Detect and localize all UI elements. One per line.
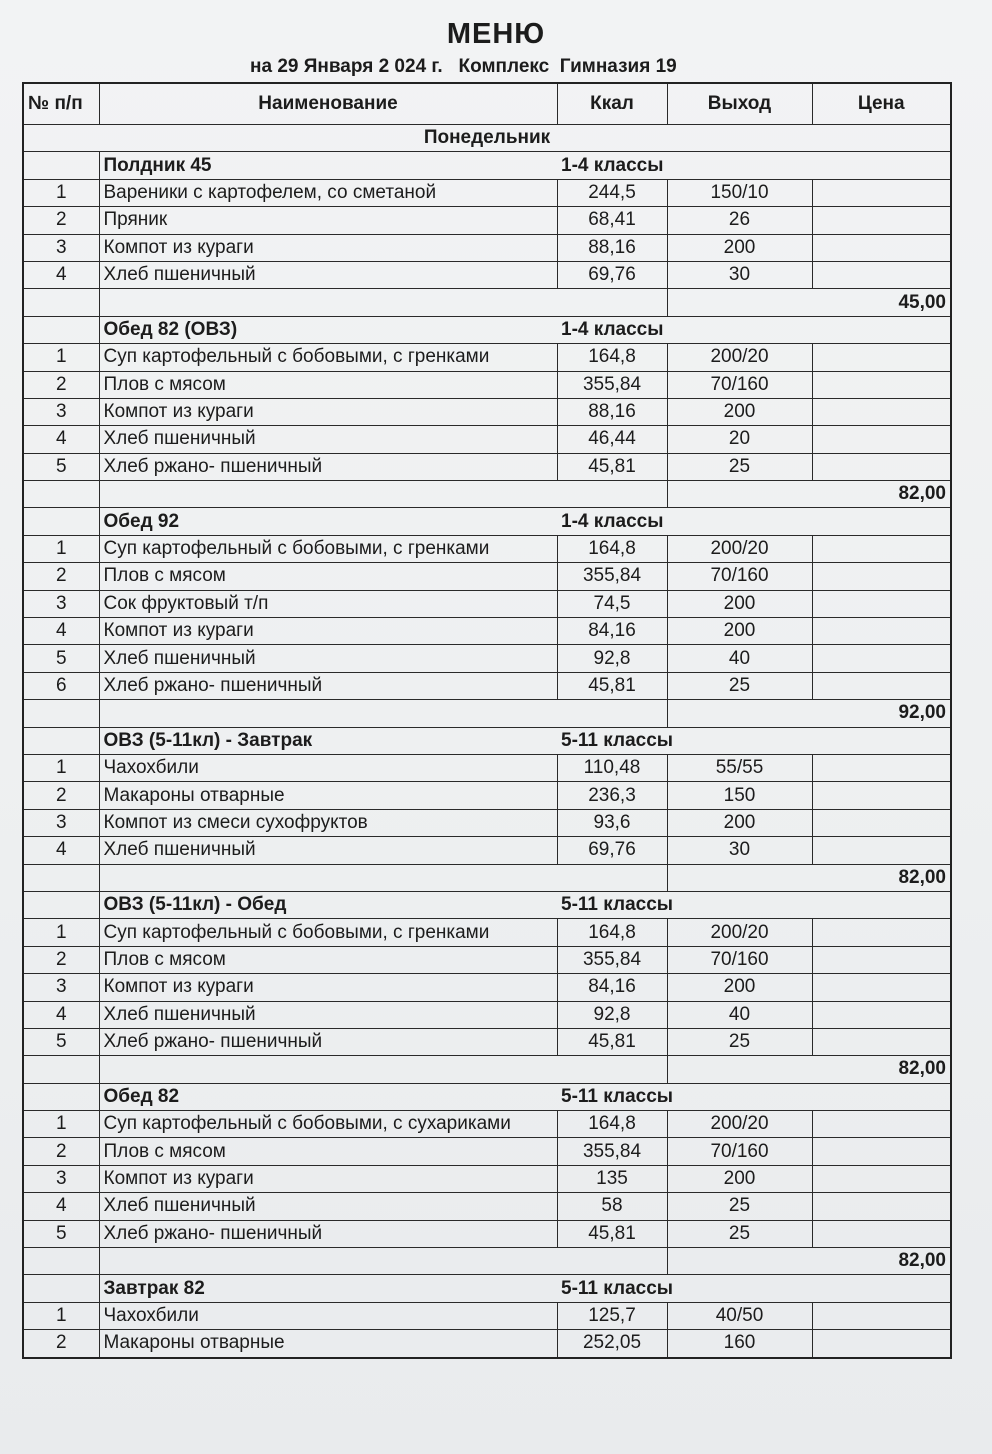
- column-header-num: № п/п: [23, 83, 99, 125]
- item-price: [812, 1111, 951, 1138]
- section-name: ОВЗ (5-11кл) - Завтрак: [99, 727, 557, 754]
- item-name: Хлеб пшеничный: [99, 1001, 557, 1028]
- item-output: 200: [667, 974, 812, 1001]
- item-price: [812, 1220, 951, 1247]
- item-number: 4: [23, 261, 99, 288]
- section-header-row: [23, 152, 951, 179]
- item-number: 1: [23, 344, 99, 371]
- total-kcal-empty: [557, 1056, 667, 1083]
- item-kcal: 135: [557, 1165, 667, 1192]
- section-header-row: [23, 1083, 951, 1110]
- total-kcal-empty: [557, 700, 667, 727]
- total-num-empty: [23, 289, 99, 316]
- total-kcal-empty: [557, 864, 667, 891]
- item-name: Хлеб пшеничный: [99, 426, 557, 453]
- section-price-empty: [812, 727, 951, 754]
- table-row: [23, 426, 951, 453]
- item-kcal: 92,8: [557, 1001, 667, 1028]
- total-name-empty: [99, 1056, 557, 1083]
- item-output: 25: [667, 672, 812, 699]
- section-header-row: [23, 1275, 951, 1302]
- table-row: [23, 645, 951, 672]
- section-name: Обед 82 (ОВЗ): [99, 316, 557, 343]
- table-row: [23, 261, 951, 288]
- item-name: Плов с мясом: [99, 1138, 557, 1165]
- item-number: 5: [23, 1220, 99, 1247]
- section-price-empty: [812, 1275, 951, 1302]
- item-kcal: 164,8: [557, 1111, 667, 1138]
- section-num-empty: [23, 727, 99, 754]
- item-output: 70/160: [667, 371, 812, 398]
- item-kcal: 45,81: [557, 1220, 667, 1247]
- section-num-empty: [23, 152, 99, 179]
- table-row: [23, 754, 951, 781]
- section-name: Обед 82: [99, 1083, 557, 1110]
- section-total-price: 82,00: [667, 1248, 951, 1275]
- item-price: [812, 261, 951, 288]
- item-kcal: 69,76: [557, 261, 667, 288]
- item-name: Суп картофельный с бобовыми, с гренками: [99, 919, 557, 946]
- item-number: 1: [23, 754, 99, 781]
- item-name: Хлеб пшеничный: [99, 645, 557, 672]
- table-row: [23, 179, 951, 206]
- item-number: 3: [23, 590, 99, 617]
- total-num-empty: [23, 1056, 99, 1083]
- item-kcal: 46,44: [557, 426, 667, 453]
- table-row: [23, 672, 951, 699]
- table-row: [23, 946, 951, 973]
- item-number: 2: [23, 371, 99, 398]
- item-kcal: 355,84: [557, 563, 667, 590]
- item-output: 20: [667, 426, 812, 453]
- item-price: [812, 919, 951, 946]
- section-header-row: [23, 727, 951, 754]
- table-row: [23, 782, 951, 809]
- section-name: Полдник 45: [99, 152, 557, 179]
- total-num-empty: [23, 700, 99, 727]
- item-number: 1: [23, 179, 99, 206]
- total-kcal-empty: [557, 481, 667, 508]
- section-header-row: [23, 316, 951, 343]
- menu-table: [22, 82, 952, 1359]
- section-price-empty: [812, 1083, 951, 1110]
- total-name-empty: [99, 1248, 557, 1275]
- menu-table-body: [23, 125, 951, 1358]
- item-output: 70/160: [667, 1138, 812, 1165]
- day-row: [23, 125, 951, 152]
- table-row: [23, 207, 951, 234]
- item-output: 26: [667, 207, 812, 234]
- section-name: Обед 92: [99, 508, 557, 535]
- section-total-row: [23, 1056, 951, 1083]
- item-kcal: 164,8: [557, 535, 667, 562]
- item-price: [812, 1028, 951, 1055]
- item-output: 200/20: [667, 919, 812, 946]
- item-kcal: 355,84: [557, 371, 667, 398]
- item-price: [812, 344, 951, 371]
- item-price: [812, 754, 951, 781]
- item-number: 5: [23, 645, 99, 672]
- item-output: 25: [667, 1193, 812, 1220]
- item-name: Хлеб пшеничный: [99, 261, 557, 288]
- item-output: 70/160: [667, 563, 812, 590]
- item-price: [812, 837, 951, 864]
- item-number: 2: [23, 782, 99, 809]
- page-title: МЕНЮ: [446, 18, 546, 50]
- item-kcal: 355,84: [557, 946, 667, 973]
- table-row: [23, 618, 951, 645]
- item-name: Компот из кураги: [99, 234, 557, 261]
- section-total-price: 45,00: [667, 289, 951, 316]
- item-number: 1: [23, 1302, 99, 1329]
- table-row: [23, 344, 951, 371]
- item-number: 4: [23, 618, 99, 645]
- item-number: 3: [23, 398, 99, 425]
- item-output: 30: [667, 261, 812, 288]
- item-price: [812, 535, 951, 562]
- section-total-price: 82,00: [667, 1056, 951, 1083]
- item-name: Компот из кураги: [99, 1165, 557, 1192]
- table-row: [23, 1302, 951, 1329]
- item-name: Чахохбили: [99, 754, 557, 781]
- item-name: Плов с мясом: [99, 946, 557, 973]
- section-price-empty: [812, 152, 951, 179]
- item-number: 3: [23, 809, 99, 836]
- table-row: [23, 1001, 951, 1028]
- table-row: [23, 1111, 951, 1138]
- item-kcal: 45,81: [557, 1028, 667, 1055]
- item-number: 4: [23, 426, 99, 453]
- section-total-price: 82,00: [667, 864, 951, 891]
- item-price: [812, 1330, 951, 1358]
- item-output: 25: [667, 1028, 812, 1055]
- item-name: Компот из кураги: [99, 974, 557, 1001]
- item-price: [812, 782, 951, 809]
- section-total-price: 92,00: [667, 700, 951, 727]
- section-name: Завтрак 82: [99, 1275, 557, 1302]
- item-price: [812, 672, 951, 699]
- column-header-kcal: Ккал: [557, 83, 667, 125]
- item-number: 1: [23, 919, 99, 946]
- item-price: [812, 453, 951, 480]
- item-name: Суп картофельный с бобовыми, с гренками: [99, 344, 557, 371]
- item-number: 3: [23, 234, 99, 261]
- item-kcal: 88,16: [557, 234, 667, 261]
- item-name: Сок фруктовый т/п: [99, 590, 557, 617]
- item-price: [812, 371, 951, 398]
- item-name: Компот из кураги: [99, 618, 557, 645]
- item-number: 2: [23, 563, 99, 590]
- table-row: [23, 1165, 951, 1192]
- item-name: Макароны отварные: [99, 1330, 557, 1358]
- section-classes: 5-11 классы: [557, 1275, 812, 1302]
- item-kcal: 164,8: [557, 919, 667, 946]
- item-output: 40: [667, 1001, 812, 1028]
- total-kcal-empty: [557, 289, 667, 316]
- item-output: 150/10: [667, 179, 812, 206]
- section-classes: 5-11 классы: [557, 727, 812, 754]
- section-num-empty: [23, 1275, 99, 1302]
- item-price: [812, 618, 951, 645]
- item-number: 1: [23, 1111, 99, 1138]
- section-price-empty: [812, 508, 951, 535]
- column-header-name: Наименование: [99, 83, 557, 125]
- section-total-row: [23, 700, 951, 727]
- table-row: [23, 974, 951, 1001]
- item-output: 70/160: [667, 946, 812, 973]
- table-row: [23, 1220, 951, 1247]
- item-kcal: 84,16: [557, 618, 667, 645]
- item-output: 160: [667, 1330, 812, 1358]
- section-total-row: [23, 289, 951, 316]
- item-kcal: 125,7: [557, 1302, 667, 1329]
- item-kcal: 355,84: [557, 1138, 667, 1165]
- total-name-empty: [99, 864, 557, 891]
- item-name: Хлеб пшеничный: [99, 1193, 557, 1220]
- item-name: Плов с мясом: [99, 563, 557, 590]
- section-classes: 5-11 классы: [557, 1083, 812, 1110]
- item-number: 4: [23, 1001, 99, 1028]
- section-num-empty: [23, 508, 99, 535]
- section-header-row: [23, 891, 951, 918]
- item-kcal: 110,48: [557, 754, 667, 781]
- item-kcal: 58: [557, 1193, 667, 1220]
- item-number: 5: [23, 453, 99, 480]
- page-subtitle: на 29 Января 2 024 г. Комплекс Гимназия 19: [250, 56, 677, 77]
- total-num-empty: [23, 1248, 99, 1275]
- item-output: 40: [667, 645, 812, 672]
- item-name: Хлеб ржано- пшеничный: [99, 1220, 557, 1247]
- section-num-empty: [23, 316, 99, 343]
- item-name: Хлеб ржано- пшеничный: [99, 672, 557, 699]
- item-kcal: 74,5: [557, 590, 667, 617]
- section-total-row: [23, 1248, 951, 1275]
- item-kcal: 69,76: [557, 837, 667, 864]
- item-number: 4: [23, 1193, 99, 1220]
- section-classes: 5-11 классы: [557, 891, 812, 918]
- total-name-empty: [99, 289, 557, 316]
- item-number: 2: [23, 207, 99, 234]
- item-output: 40/50: [667, 1302, 812, 1329]
- item-kcal: 68,41: [557, 207, 667, 234]
- table-row: [23, 234, 951, 261]
- total-name-empty: [99, 481, 557, 508]
- section-classes: 1-4 классы: [557, 508, 812, 535]
- item-price: [812, 563, 951, 590]
- section-num-empty: [23, 891, 99, 918]
- table-row: [23, 371, 951, 398]
- section-total-row: [23, 481, 951, 508]
- item-output: 200: [667, 618, 812, 645]
- item-price: [812, 398, 951, 425]
- item-output: 150: [667, 782, 812, 809]
- total-num-empty: [23, 864, 99, 891]
- item-price: [812, 1001, 951, 1028]
- item-number: 5: [23, 1028, 99, 1055]
- item-number: 2: [23, 1330, 99, 1358]
- item-name: Хлеб пшеничный: [99, 837, 557, 864]
- item-kcal: 88,16: [557, 398, 667, 425]
- item-name: Компот из смеси сухофруктов: [99, 809, 557, 836]
- item-price: [812, 1165, 951, 1192]
- item-name: Пряник: [99, 207, 557, 234]
- table-row: [23, 919, 951, 946]
- item-kcal: 45,81: [557, 672, 667, 699]
- item-output: 200: [667, 590, 812, 617]
- table-row: [23, 1193, 951, 1220]
- table-row: [23, 535, 951, 562]
- item-price: [812, 1193, 951, 1220]
- section-price-empty: [812, 891, 951, 918]
- item-number: 1: [23, 535, 99, 562]
- item-kcal: 93,6: [557, 809, 667, 836]
- item-kcal: 252,05: [557, 1330, 667, 1358]
- item-name: Макароны отварные: [99, 782, 557, 809]
- item-price: [812, 946, 951, 973]
- table-row: [23, 1138, 951, 1165]
- item-price: [812, 974, 951, 1001]
- item-output: 200/20: [667, 344, 812, 371]
- item-price: [812, 809, 951, 836]
- item-name: Компот из кураги: [99, 398, 557, 425]
- table-row: [23, 1028, 951, 1055]
- item-price: [812, 1138, 951, 1165]
- item-price: [812, 590, 951, 617]
- section-price-empty: [812, 316, 951, 343]
- item-name: Хлеб ржано- пшеничный: [99, 453, 557, 480]
- table-row: [23, 453, 951, 480]
- item-price: [812, 426, 951, 453]
- table-row: [23, 837, 951, 864]
- item-name: Суп картофельный с бобовыми, с сухариками: [99, 1111, 557, 1138]
- item-kcal: 244,5: [557, 179, 667, 206]
- item-output: 25: [667, 1220, 812, 1247]
- total-name-empty: [99, 700, 557, 727]
- item-price: [812, 1302, 951, 1329]
- item-name: Чахохбили: [99, 1302, 557, 1329]
- item-price: [812, 234, 951, 261]
- table-row: [23, 398, 951, 425]
- item-output: 30: [667, 837, 812, 864]
- item-number: 2: [23, 946, 99, 973]
- item-output: 55/55: [667, 754, 812, 781]
- item-name: Вареники с картофелем, со сметаной: [99, 179, 557, 206]
- item-number: 3: [23, 1165, 99, 1192]
- section-total-row: [23, 864, 951, 891]
- item-name: Суп картофельный с бобовыми, с гренками: [99, 535, 557, 562]
- item-output: 25: [667, 453, 812, 480]
- item-number: 6: [23, 672, 99, 699]
- item-number: 3: [23, 974, 99, 1001]
- item-kcal: 92,8: [557, 645, 667, 672]
- item-number: 2: [23, 1138, 99, 1165]
- item-output: 200: [667, 1165, 812, 1192]
- table-header-row: [23, 83, 951, 125]
- table-row: [23, 590, 951, 617]
- total-kcal-empty: [557, 1248, 667, 1275]
- section-total-price: 82,00: [667, 481, 951, 508]
- section-classes: 1-4 классы: [557, 316, 812, 343]
- item-kcal: 236,3: [557, 782, 667, 809]
- table-row: [23, 809, 951, 836]
- item-name: Плов с мясом: [99, 371, 557, 398]
- day-label: Понедельник: [23, 125, 951, 152]
- section-num-empty: [23, 1083, 99, 1110]
- item-price: [812, 645, 951, 672]
- item-kcal: 164,8: [557, 344, 667, 371]
- section-classes: 1-4 классы: [557, 152, 812, 179]
- item-price: [812, 207, 951, 234]
- item-output: 200: [667, 234, 812, 261]
- section-header-row: [23, 508, 951, 535]
- item-output: 200: [667, 398, 812, 425]
- item-output: 200/20: [667, 535, 812, 562]
- item-number: 4: [23, 837, 99, 864]
- item-kcal: 84,16: [557, 974, 667, 1001]
- item-name: Хлеб ржано- пшеничный: [99, 1028, 557, 1055]
- table-row: [23, 1330, 951, 1358]
- table-row: [23, 563, 951, 590]
- section-name: ОВЗ (5-11кл) - Обед: [99, 891, 557, 918]
- item-kcal: 45,81: [557, 453, 667, 480]
- item-output: 200: [667, 809, 812, 836]
- column-header-price: Цена: [812, 83, 951, 125]
- item-output: 200/20: [667, 1111, 812, 1138]
- column-header-output: Выход: [667, 83, 812, 125]
- total-num-empty: [23, 481, 99, 508]
- item-price: [812, 179, 951, 206]
